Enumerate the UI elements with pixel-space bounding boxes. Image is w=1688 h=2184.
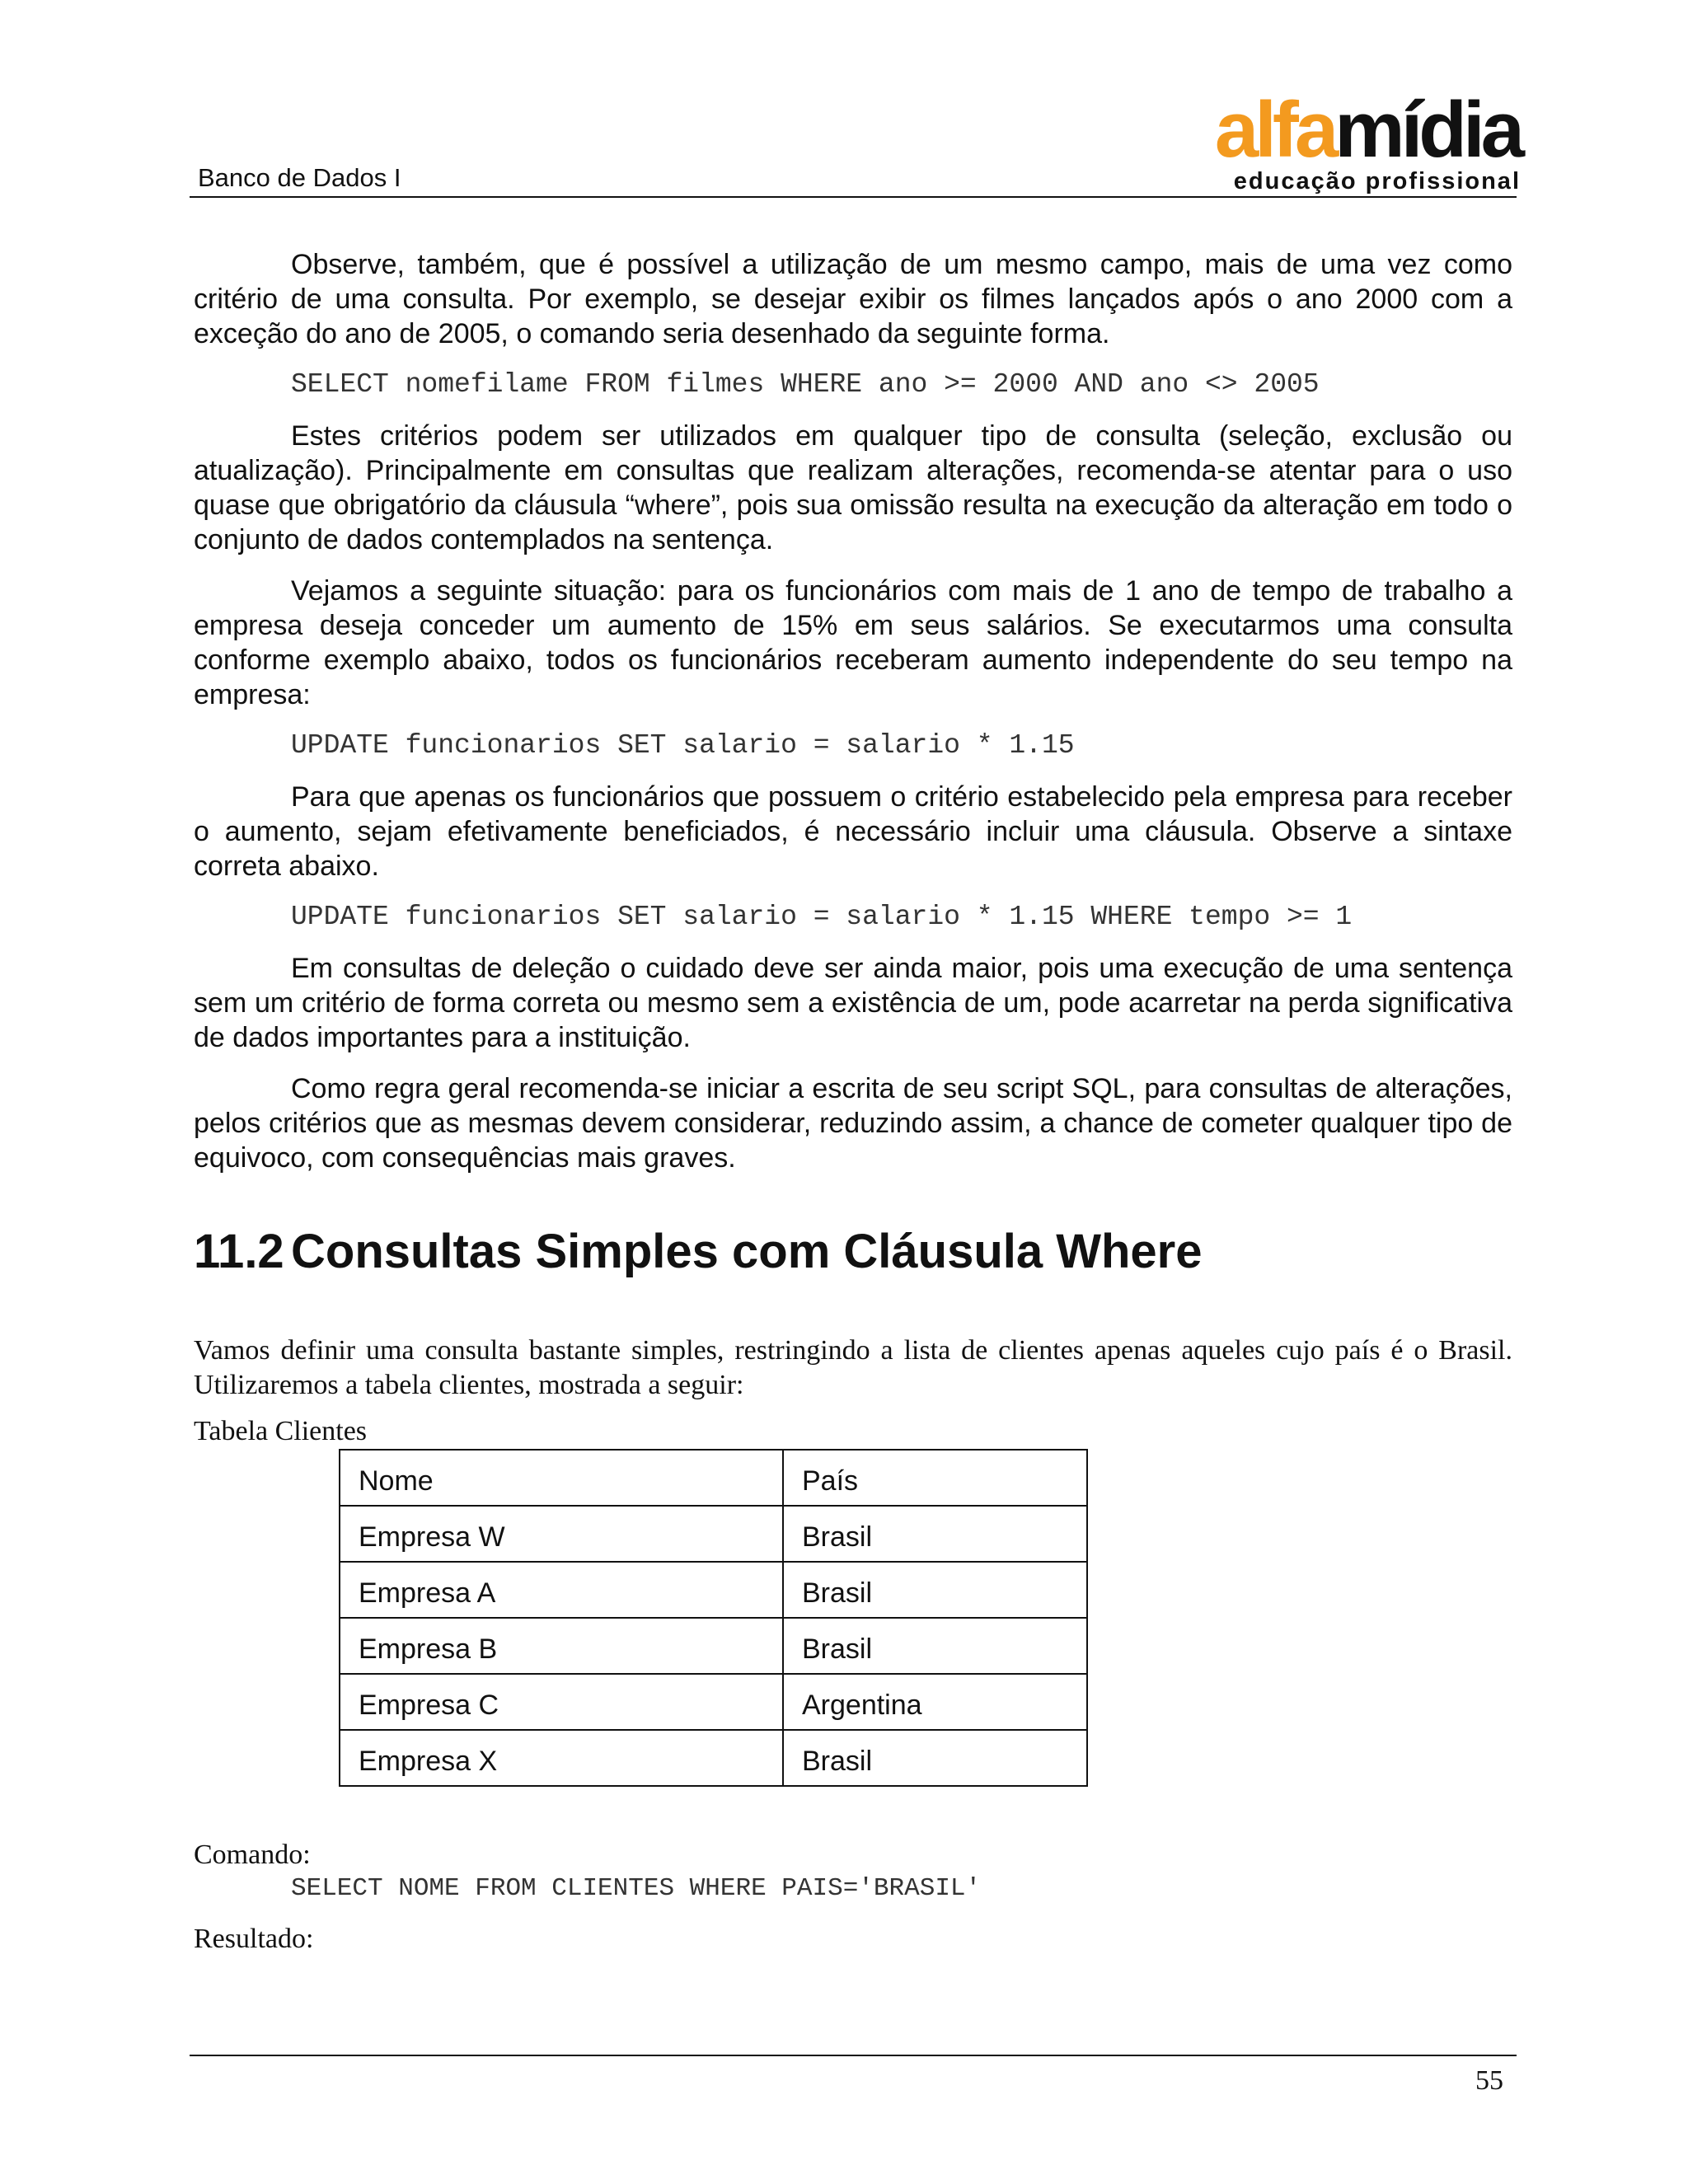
section-title: Consultas Simples com Cláusula Where	[291, 1225, 1203, 1278]
table-row	[340, 1618, 1087, 1674]
table-header-row	[340, 1450, 1087, 1506]
table-cell: Empresa A	[340, 1562, 783, 1618]
table-row	[340, 1562, 1087, 1618]
command-label: Comando:	[194, 1840, 311, 1870]
table-cell: Brasil	[783, 1730, 1087, 1786]
code-example: SELECT nomefilame FROM filmes WHERE ano >= 2000 AND ano <> 2005	[291, 369, 1320, 400]
table-row	[340, 1674, 1087, 1730]
section-heading	[194, 1223, 1512, 1281]
logo-tagline: educação profissional	[1233, 168, 1521, 194]
command-code: SELECT NOME FROM CLIENTES WHERE PAIS='BRASIL'	[291, 1874, 982, 1903]
table-caption: Tabela Clientes	[194, 1416, 368, 1446]
clients-table	[339, 1449, 1088, 1787]
logo-part-midia: mídia	[1334, 86, 1521, 174]
alfamidia-logo	[1195, 86, 1521, 194]
code-example: UPDATE funcionarios SET salario = salario * 1.15	[291, 730, 1075, 761]
page-content	[194, 247, 1512, 1957]
footer-rule	[190, 2055, 1517, 2056]
table-row	[340, 1506, 1087, 1562]
paragraph: Observe, também, que é possível a utilização de um mesmo campo, mais de uma vez como critério de uma consulta. Por exemplo, se desejar exibir os filmes lançados após o ano 2000 com a exceção do ano de 2005, o comando seria desenhado da seguinte forma.	[194, 249, 1512, 349]
paragraph: Em consultas de deleção o cuidado deve ser ainda maior, pois uma execução de uma sentença sem um critério de forma correta ou mesmo sem a existência de um, pode acarretar na perda significativa de dados importantes para a instituição.	[194, 953, 1512, 1053]
table-cell: Brasil	[783, 1506, 1087, 1562]
paragraph: Como regra geral recomenda-se iniciar a escrita de seu script SQL, para consultas de alterações, pelos critérios que as mesmas devem considerar, reduzindo assim, a chance de cometer qualquer tipo de equivoco, com consequências mais graves.	[194, 1073, 1512, 1174]
result-label: Resultado:	[194, 1924, 314, 1954]
table-cell: Empresa B	[340, 1618, 783, 1674]
paragraph: Para que apenas os funcionários que possuem o critério estabelecido pela empresa para receber o aumento, sejam efetivamente beneficiados, é necessário incluir uma cláusula. Observe a sintaxe correta abaixo.	[194, 781, 1512, 882]
table-cell: Argentina	[783, 1674, 1087, 1730]
table-row	[340, 1730, 1087, 1786]
logo-wordmark	[1195, 86, 1521, 174]
page-number: 55	[1475, 2065, 1503, 2096]
logo-part-alfa: alfa	[1214, 86, 1335, 174]
header-rule	[190, 196, 1517, 198]
paragraph: Estes critérios podem ser utilizados em qualquer tipo de consulta (seleção, exclusão ou atualização). Principalmente em consultas que realizam alterações, recomenda-se atentar para o uso quase que obrigatório da cláusula “where”, pois sua omissão resulta na execução da alteração em todo o conjunto de dados contemplados na sentença.	[194, 420, 1512, 555]
running-header-title: Banco de Dados I	[198, 163, 401, 192]
table-header-cell: Nome	[340, 1450, 783, 1506]
section-number: 11.2	[194, 1225, 284, 1278]
table-cell: Brasil	[783, 1618, 1087, 1674]
table-cell: Empresa X	[340, 1730, 783, 1786]
table-cell: Brasil	[783, 1562, 1087, 1618]
code-example: UPDATE funcionarios SET salario = salario * 1.15 WHERE tempo >= 1	[291, 902, 1353, 932]
section-intro: Vamos definir uma consulta bastante simples, restringindo a lista de clientes apenas aqueles cujo país é o Brasil. Utilizaremos a tabela clientes, mostrada a seguir:	[194, 1335, 1512, 1400]
paragraph: Vejamos a seguinte situação: para os funcionários com mais de 1 ano de tempo de trabalho a empresa deseja conceder um aumento de 15% em seus salários. Se executarmos uma consulta conforme exemplo abaixo, todos os funcionários receberam aumento independente do seu tempo na empresa:	[194, 575, 1512, 710]
table-cell: Empresa C	[340, 1674, 783, 1730]
table-cell: Empresa W	[340, 1506, 783, 1562]
table-header-cell: País	[783, 1450, 1087, 1506]
